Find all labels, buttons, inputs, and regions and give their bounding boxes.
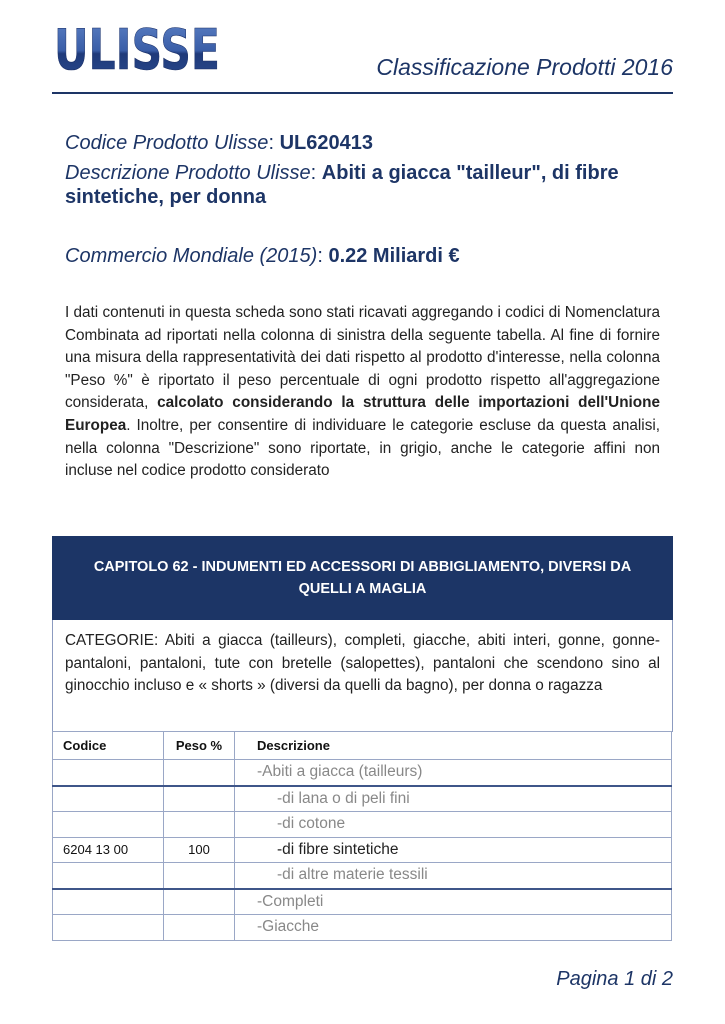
table-row [53,812,672,838]
weight-cell [164,760,235,786]
code-cell [53,812,164,838]
code-cell [53,786,164,812]
table-row [53,915,672,941]
table-row [53,760,672,786]
table-row [53,786,672,812]
desc-cell: -Completi [235,889,672,915]
document-title: Classificazione Prodotti 2016 [376,54,673,80]
intro-text: I dati contenuti in questa scheda sono stati ricavati aggregando i codici di Nomenclatura Combinata ad riportati nella colonna di sinistra della seguente tabella. Al fine di fornire una misura della rappresentatività dei dati rispetto al prodotto d'interesse, nella colonna "Peso %" è riportato il peso percentuale di ogni prodotto rispetto all'aggregazione considerata, calcolato considerando la struttura delle importazioni dell'Unione Europea. Inoltre, per consentire di individuare le categorie escluse da questa analisi, nella colonna "Descrizione" sono riportate, in grigio, anche le categorie affini non incluse nel codice prodotto considerato [65,304,660,480]
table-row [53,889,672,915]
categories-box: CATEGORIE: Abiti a giacca (tailleurs), completi, giacche, abiti interi, gonne, gonne-pantaloni, pantaloni, tute con bretelle (salopettes), pantaloni che scendono sino al ginocchio incluso e « shorts » (diversi da quelli da bagno), per donna o ragazza [52,620,673,732]
header-codice: Codice [53,732,164,760]
desc-cell: -di cotone [235,812,672,838]
world-trade: Commercio Mondiale (2015): 0.22 Miliardi € [65,245,460,267]
table-row [53,837,672,863]
header-divider [52,92,673,94]
desc-cell: -Giacche [235,915,672,941]
code-cell [53,889,164,915]
desc-cell: -di fibre sintetiche [235,837,672,863]
ulisse-logo [52,18,222,83]
svg-text:ULISSE: ULISSE [54,18,220,83]
weight-cell [164,915,235,941]
page-number: Pagina 1 di 2 [556,968,673,990]
code-cell [53,863,164,889]
code-cell [53,760,164,786]
code-cell [53,915,164,941]
desc-cell: -Abiti a giacca (tailleurs) [235,760,672,786]
code-cell: 6204 13 00 [53,837,164,863]
classification-table [52,731,672,941]
header-peso: Peso % [164,732,235,760]
desc-cell: -di lana o di peli fini [235,786,672,812]
weight-cell [164,812,235,838]
table-row [53,863,672,889]
desc-cell: -di altre materie tessili [235,863,672,889]
weight-cell [164,863,235,889]
table-header-row [53,732,672,760]
header-descrizione: Descrizione [235,732,672,760]
weight-cell: 100 [164,837,235,863]
product-description: Descrizione Prodotto Ulisse: Abiti a giacca "tailleur", di fibre sintetiche, per donna [65,162,619,208]
weight-cell [164,889,235,915]
product-code: Codice Prodotto Ulisse: UL620413 [65,132,373,154]
chapter-header: CAPITOLO 62 - INDUMENTI ED ACCESSORI DI ABBIGLIAMENTO, DIVERSI DA QUELLI A MAGLIA [52,536,673,620]
weight-cell [164,786,235,812]
